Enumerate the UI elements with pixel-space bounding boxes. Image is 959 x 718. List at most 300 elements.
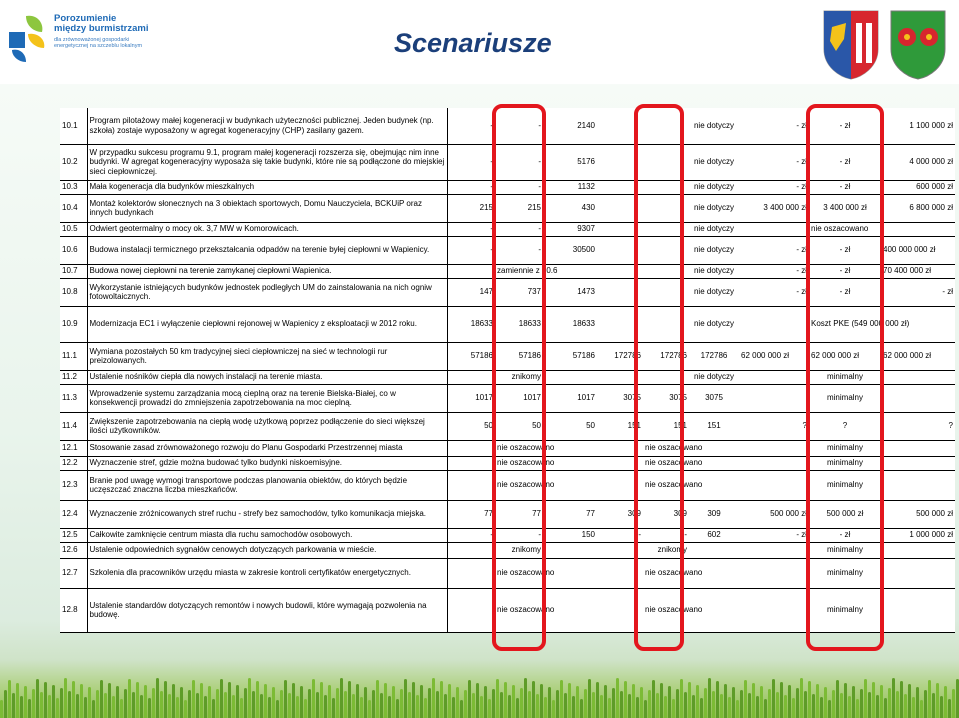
row-value-c9 (881, 588, 955, 632)
row-value-c1 (447, 542, 495, 558)
row-value-c8: - zł (809, 278, 881, 306)
row-value-c7 (739, 470, 809, 500)
row-number: 11.3 (60, 384, 87, 412)
grass-blade (252, 691, 255, 718)
grass-blade (572, 696, 575, 718)
row-value-c6: nie dotyczy (689, 236, 739, 264)
row-number: 10.4 (60, 194, 87, 222)
row-value-c5: nie oszacowano (643, 470, 689, 500)
row-value-c8: 500 000 zł (809, 500, 881, 528)
row-description: W przypadku sukcesu programu 9.1, program małej kogeneracji rozszerza się, obejmując nim inne budynki. W agregat kogeneracyjny wyposaża się takie budynki, które nie są podłączone do miejskiej sieci ciepłowniczej. (87, 144, 447, 180)
grass-blade (304, 699, 307, 718)
grass-blade (196, 693, 199, 718)
grass-blade (580, 699, 583, 718)
grass-blade (752, 683, 755, 718)
grass-blade (112, 696, 115, 718)
grass-blade (812, 694, 815, 718)
row-value-c3 (543, 370, 597, 384)
row-value-c4: 172786 (597, 342, 643, 370)
table-row (60, 144, 955, 180)
row-value-c1 (447, 370, 495, 384)
row-value-c2: - (495, 108, 543, 144)
row-description: Mała kogeneracja dla budynków mieszkalnych (87, 180, 447, 194)
grass-blade (296, 696, 299, 718)
row-value-c4: - (597, 528, 643, 542)
row-value-c4 (597, 370, 643, 384)
row-value-c3: 50 (543, 412, 597, 440)
row-value-c1: 57186 (447, 342, 495, 370)
table-row (60, 528, 955, 542)
grass-blade (916, 687, 919, 718)
grass-blade (776, 692, 779, 718)
grass-blade (648, 690, 651, 718)
grass-blade (136, 682, 139, 718)
grass-blade (36, 679, 39, 718)
grass-blade (148, 698, 151, 718)
grass-blade (28, 699, 31, 718)
header-bar (0, 0, 959, 84)
row-value-c6: 172786 (689, 342, 739, 370)
row-value-c9: 1 000 000 zł (881, 528, 955, 542)
grass-blade (312, 679, 315, 718)
grass-blade (360, 697, 363, 718)
grass-blade (248, 678, 251, 718)
row-value-c6: nie dotyczy (689, 108, 739, 144)
row-value-c5: - (643, 528, 689, 542)
row-value-c2: 50 (495, 412, 543, 440)
grass-blade (944, 686, 947, 718)
logo-title-line-1: Porozumienie (54, 13, 117, 24)
grass-blade (128, 679, 131, 718)
grass-blade (900, 681, 903, 718)
grass-blade (592, 692, 595, 718)
grass-blade (620, 691, 623, 718)
grass-blade (772, 679, 775, 718)
grass-blade (152, 688, 155, 718)
grass-blade (388, 696, 391, 718)
row-value-c1 (447, 470, 495, 500)
row-number: 10.8 (60, 278, 87, 306)
row-value-c3: 150 (543, 528, 597, 542)
grass-blade (92, 700, 95, 718)
table-row (60, 108, 955, 144)
row-value-c1: 215 (447, 194, 495, 222)
grass-blade (576, 686, 579, 718)
row-value-c2: - (495, 222, 543, 236)
row-value-c8: minimalny (809, 558, 881, 588)
row-value-c8: - zł (809, 144, 881, 180)
bielsko-biala-crest-icon (822, 9, 880, 81)
row-value-c3: 30500 (543, 236, 597, 264)
row-value-c5: 309 (643, 500, 689, 528)
grass-blade (532, 681, 535, 718)
grass-blade (764, 699, 767, 718)
grass-blade (912, 697, 915, 718)
grass-blade (328, 685, 331, 718)
grass-blade (560, 680, 563, 718)
grass-blade (876, 695, 879, 718)
row-value-c5: 3075 (643, 384, 689, 412)
scenario-table-body (60, 108, 955, 632)
grass-blade (672, 699, 675, 718)
grass-blade (232, 695, 235, 718)
logo-title-line-2: między burmistrzami (54, 23, 149, 34)
grass-blade (392, 686, 395, 718)
row-value-c2: 18633 (495, 306, 543, 342)
row-value-c9: 62 000 000 zł (881, 342, 955, 370)
row-value-c5: nie oszacowano (643, 588, 689, 632)
row-number: 10.5 (60, 222, 87, 236)
row-value-c1: - (447, 144, 495, 180)
row-value-c6: nie dotyczy (689, 180, 739, 194)
grass-blade (452, 697, 455, 718)
grass-blade (788, 685, 791, 718)
porozumienie-logo (8, 8, 156, 76)
table-row (60, 264, 955, 278)
row-value-c7: - zł (739, 144, 809, 180)
grass-blade (608, 698, 611, 718)
grass-blade (220, 679, 223, 718)
grass-blade (288, 693, 291, 718)
grass-blade (164, 681, 167, 718)
grass-blade (892, 678, 895, 718)
row-value-c1: - (447, 180, 495, 194)
grass-blade (828, 700, 831, 718)
row-value-c6: nie dotyczy (689, 222, 739, 236)
grass-blade (436, 691, 439, 718)
row-value-c2: nie oszacowano (495, 588, 543, 632)
grass-blade (356, 684, 359, 718)
grass-blade (864, 679, 867, 718)
grass-blade (884, 698, 887, 718)
grass-blade (952, 689, 955, 718)
logo-subtitle-line-1: dla zrównoważonej gospodarki (54, 37, 130, 43)
grass-blade (420, 685, 423, 718)
row-value-c1: 18633 (447, 306, 495, 342)
row-number: 10.9 (60, 306, 87, 342)
row-description: Ustalenie standardów dotyczących remontów i nowych budowli, które wymagają pozwolenia na budowę. (87, 588, 447, 632)
grass-blade (732, 687, 735, 718)
grass-blade (88, 687, 91, 718)
row-value-c1: 77 (447, 500, 495, 528)
grass-blade (72, 681, 75, 718)
row-value-c5: nie oszacowano (643, 558, 689, 588)
grass-blade (8, 680, 11, 718)
grass-blade (444, 694, 447, 718)
row-value-c8: - zł (809, 180, 881, 194)
grass-blade (800, 678, 803, 718)
grass-blade (376, 680, 379, 718)
row-value-c4 (597, 558, 643, 588)
row-value-c8: - zł (809, 236, 881, 264)
row-value-c6: nie dotyczy (689, 370, 739, 384)
row-number: 12.3 (60, 470, 87, 500)
row-value-c9: 400 000 000 zł (881, 236, 955, 264)
table-row (60, 588, 955, 632)
grass-blade (724, 684, 727, 718)
row-value-c9 (881, 470, 955, 500)
grass-blade (616, 678, 619, 718)
table-row (60, 384, 955, 412)
grass-blade (860, 689, 863, 718)
grass-blade (416, 695, 419, 718)
grass-blade (704, 688, 707, 718)
row-value-c9: 600 000 zł (881, 180, 955, 194)
row-number: 10.7 (60, 264, 87, 278)
grass-blade (412, 682, 415, 718)
grass-blade (380, 693, 383, 718)
row-value-c4: 3075 (597, 384, 643, 412)
grass-blade (200, 683, 203, 718)
row-value-c9 (881, 558, 955, 588)
row-value-c7: 500 000 zł (739, 500, 809, 528)
row-description: Wykorzystanie istniejących budynków jednostek podległych UM do zainstalowania na nich ogniw fotowoltaicznych. (87, 278, 447, 306)
grass-blade (336, 688, 339, 718)
row-value-c9: 500 000 zł (881, 500, 955, 528)
grass-blade (472, 693, 475, 718)
row-value-c7: - zł (739, 264, 809, 278)
table-row (60, 342, 955, 370)
row-description: Wyznaczenie zróżnicowanych stref ruchu - strefy bez samochodów, tylko komunikacja miejska. (87, 500, 447, 528)
row-value-c8: 3 400 000 zł (809, 194, 881, 222)
grass-blade (928, 680, 931, 718)
grass-blade (596, 682, 599, 718)
grass-blade (736, 700, 739, 718)
row-value-c5: 151 (643, 412, 689, 440)
row-value-c2: - (495, 236, 543, 264)
row-value-c1 (447, 264, 495, 278)
grass-blade (272, 687, 275, 718)
row-value-c4: 309 (597, 500, 643, 528)
grass-blade (660, 683, 663, 718)
row-value-c5 (643, 264, 689, 278)
grass-blade (188, 690, 191, 718)
row-description: Montaż kolektorów słonecznych na 3 obiektach sportowych, Domu Nauczyciela, BCKUiP oraz innych budynkach (87, 194, 447, 222)
row-value-c4 (597, 306, 643, 342)
table-row (60, 306, 955, 342)
grass-blade (700, 698, 703, 718)
row-value-c2: - (495, 180, 543, 194)
row-value-c4 (597, 588, 643, 632)
grass-blade (652, 680, 655, 718)
row-value-c4 (597, 194, 643, 222)
row-value-c6: 3075 (689, 384, 739, 412)
row-value-c5 (643, 144, 689, 180)
grass-blade (308, 689, 311, 718)
row-value-c6: 309 (689, 500, 739, 528)
grass-blade (512, 685, 515, 718)
row-value-c8: Koszt PKE (549 000 000 zł) (809, 306, 881, 342)
grass-blade (832, 690, 835, 718)
grass-blade (564, 693, 567, 718)
row-number: 10.1 (60, 108, 87, 144)
row-value-c5 (643, 222, 689, 236)
row-value-c2: zamiennie z 10.6 (495, 264, 543, 278)
table-row (60, 180, 955, 194)
grass-blade (160, 691, 163, 718)
row-description: Szkolenia dla pracowników urzędu miasta w zakresie kontroli certyfikatów energetycznych. (87, 558, 447, 588)
grass-blade (372, 690, 375, 718)
grass-blade (80, 684, 83, 718)
grass-blade (500, 692, 503, 718)
scenario-table (60, 108, 955, 633)
row-value-c4 (597, 236, 643, 264)
row-value-c5 (643, 108, 689, 144)
row-description: Stosowanie zasad zrównoważonego rozwoju do Planu Gospodarki Przestrzennej miasta (87, 440, 447, 456)
row-value-c6: nie dotyczy (689, 306, 739, 342)
row-value-c7: 62 000 000 zł (739, 342, 809, 370)
grass-blade (492, 689, 495, 718)
row-number: 12.4 (60, 500, 87, 528)
grass-blade (244, 688, 247, 718)
grass-blade (12, 693, 15, 718)
grass-blade (524, 678, 527, 718)
row-value-c8: ? (809, 412, 881, 440)
row-description: Zwiększenie zapotrzebowania na ciepłą wodę użytkową poprzez podłączenie do sieci większej ilości użytkowników. (87, 412, 447, 440)
grass-blade (712, 691, 715, 718)
table-row (60, 558, 955, 588)
row-value-c5 (643, 194, 689, 222)
grass-blade (352, 694, 355, 718)
row-description: Modernizacja EC1 i wyłączenie ciepłowni rejonowej w Wapienicy z eksploatacji w 2012 roku. (87, 306, 447, 342)
grass-blade (276, 700, 279, 718)
row-value-c5 (643, 236, 689, 264)
row-value-c9: - zł (881, 278, 955, 306)
logo-title (54, 14, 149, 34)
grass-blade (768, 689, 771, 718)
row-value-c5 (643, 278, 689, 306)
grass-blade (44, 682, 47, 718)
grass-blade (888, 688, 891, 718)
grass-blade (940, 696, 943, 718)
grass-blade (496, 679, 499, 718)
grass-blade (636, 697, 639, 718)
row-value-c2: nie oszacowano (495, 558, 543, 588)
row-value-c8: - zł (809, 264, 881, 278)
row-value-c7 (739, 440, 809, 456)
row-value-c7 (739, 384, 809, 412)
grass-blade (120, 699, 123, 718)
grass-blade (324, 695, 327, 718)
grass-blade (464, 690, 467, 718)
grass-blade (332, 698, 335, 718)
grass-blade (340, 678, 343, 718)
grass-blade (484, 686, 487, 718)
grass-blade (696, 685, 699, 718)
row-value-c1: 50 (447, 412, 495, 440)
grass-blade (744, 680, 747, 718)
row-value-c1: - (447, 528, 495, 542)
grass-blade (548, 687, 551, 718)
grass-blade (104, 693, 107, 718)
row-value-c4: 151 (597, 412, 643, 440)
grass-blade (584, 689, 587, 718)
grass-blade (0, 700, 3, 718)
row-value-c7 (739, 542, 809, 558)
row-value-c9 (881, 222, 955, 236)
grass-blade (240, 698, 243, 718)
row-value-c5: nie oszacowano (643, 456, 689, 470)
row-value-c3: 1017 (543, 384, 597, 412)
row-value-c3: 77 (543, 500, 597, 528)
row-value-c7: 3 400 000 zł (739, 194, 809, 222)
grass-blade (108, 683, 111, 718)
row-value-c8: minimalny (809, 440, 881, 456)
grass-blade (440, 681, 443, 718)
row-value-c1: - (447, 222, 495, 236)
row-value-c2: znikomy (495, 542, 543, 558)
grass-blade (920, 700, 923, 718)
row-number: 12.1 (60, 440, 87, 456)
row-value-c7: - zł (739, 528, 809, 542)
grass-blade (676, 689, 679, 718)
row-value-c1 (447, 558, 495, 588)
row-value-c5 (643, 180, 689, 194)
row-description: Budowa instalacji termicznego przekształcania odpadów na terenie byłej ciepłowni w Wapienicy. (87, 236, 447, 264)
grass-blade (640, 687, 643, 718)
row-value-c2: 1017 (495, 384, 543, 412)
row-value-c6: nie dotyczy (689, 144, 739, 180)
row-value-c2: 215 (495, 194, 543, 222)
grass-blade (880, 685, 883, 718)
grass-blade (256, 681, 259, 718)
row-value-c7 (739, 456, 809, 470)
row-value-c3: 18633 (543, 306, 597, 342)
row-value-c9: 70 400 000 zł (881, 264, 955, 278)
row-description: Ustalenie nośników ciepła dla nowych instalacji na terenie miasta. (87, 370, 447, 384)
row-value-c2: - (495, 144, 543, 180)
table-row (60, 236, 955, 264)
row-value-c9: 6 800 000 zł (881, 194, 955, 222)
grass-blade (96, 690, 99, 718)
grass-blade (344, 691, 347, 718)
grass-blade (460, 700, 463, 718)
grass-blade (316, 692, 319, 718)
row-value-c8: - zł (809, 528, 881, 542)
grass-blade (168, 694, 171, 718)
grass-blade (692, 695, 695, 718)
grass-blade (668, 686, 671, 718)
grass-blade (796, 688, 799, 718)
grass-blade (16, 683, 19, 718)
row-value-c8: nie oszacowano (809, 222, 881, 236)
grass-blade (624, 681, 627, 718)
row-value-c8: minimalny (809, 470, 881, 500)
row-value-c9 (881, 440, 955, 456)
row-value-c9: 4 000 000 zł (881, 144, 955, 180)
row-value-c6: 602 (689, 528, 739, 542)
row-value-c4 (597, 108, 643, 144)
row-number: 12.6 (60, 542, 87, 558)
row-value-c8: - zł (809, 108, 881, 144)
grass-blade (48, 695, 51, 718)
row-value-c8: minimalny (809, 384, 881, 412)
grass-blade (172, 684, 175, 718)
grass-blade (116, 686, 119, 718)
row-value-c4 (597, 440, 643, 456)
grass-blade (32, 689, 35, 718)
table-row (60, 222, 955, 236)
grass-blade (856, 699, 859, 718)
grass-blade (804, 691, 807, 718)
grass-blade (156, 678, 159, 718)
grass-blade (68, 691, 71, 718)
grass-blade (204, 696, 207, 718)
row-value-c7: - zł (739, 180, 809, 194)
row-value-c7: ? (739, 412, 809, 440)
grass-blade (780, 682, 783, 718)
grass-blade (180, 687, 183, 718)
